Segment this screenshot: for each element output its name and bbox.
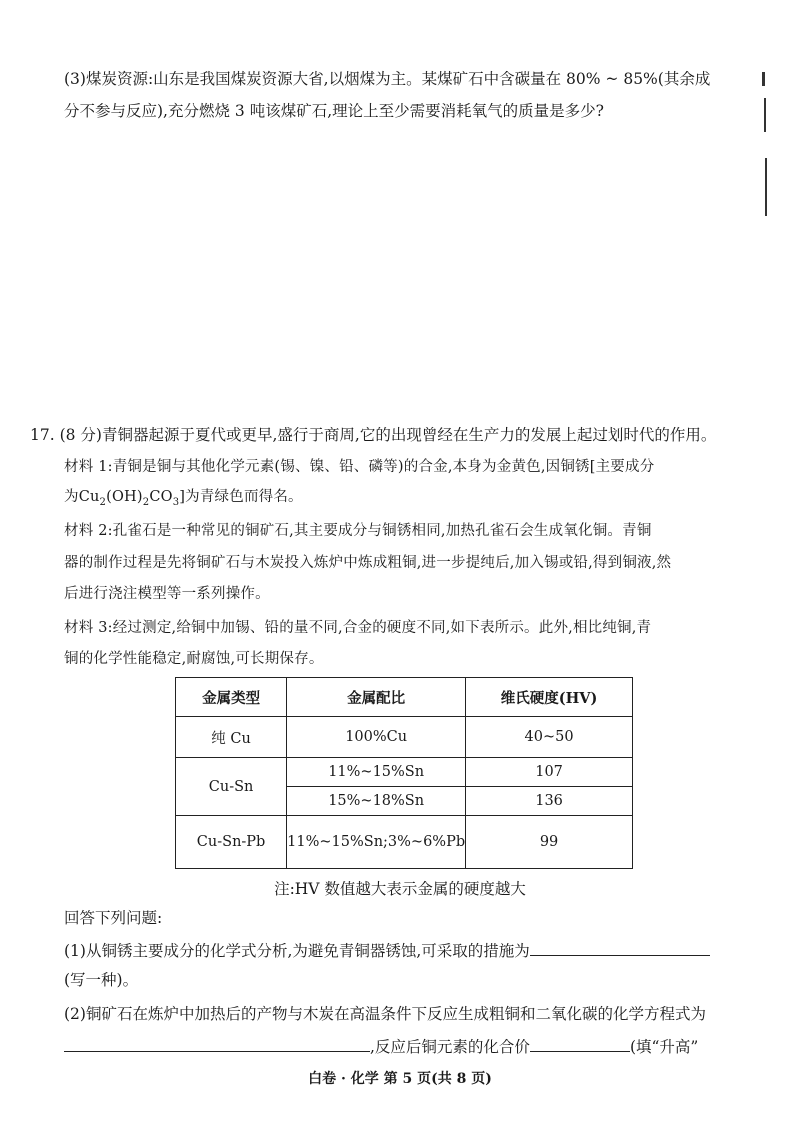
subq1-text: (1)从铜锈主要成分的化学式分析,为避免青铜器锈蚀,可采取的措施为 xyxy=(64,942,530,960)
subq2-mid: ,反应后铜元素的化合价 xyxy=(370,1038,530,1056)
formula-prefix: 为Cu xyxy=(64,489,100,505)
formula-sub-2b: 2 xyxy=(142,496,150,508)
formula-sub-3: 3 xyxy=(172,496,180,508)
hardness-cell: 99 xyxy=(466,816,633,869)
page-footer: 白卷 · 化学 第 5 页(共 8 页) xyxy=(308,1071,492,1087)
equation-blank[interactable] xyxy=(64,1035,370,1052)
material2-line2: 器的制作过程是先将铜矿石与木炭投入炼炉中炼成粗铜,进一步提纯后,加入锡或铅,得到铜液,然 xyxy=(64,555,672,571)
material1-line2 xyxy=(64,486,303,514)
table-row xyxy=(176,758,633,787)
formula-tail: CO xyxy=(149,489,173,505)
answer-prompt: 回答下列问题: xyxy=(64,909,163,927)
metal-type-cell: Cu-Sn xyxy=(176,758,287,816)
subq1-line1 xyxy=(64,939,710,962)
table-header-cell: 维氏硬度(HV) xyxy=(466,678,633,717)
material1-line2-rest: ]为青绿色而得名。 xyxy=(179,489,303,505)
material2-line3: 后进行浇注模型等一系列操作。 xyxy=(64,586,270,602)
subq2-line2 xyxy=(64,1035,698,1058)
formula-sub-2: 2 xyxy=(99,496,107,508)
material3-line2: 铜的化学性能稳定,耐腐蚀,可长期保存。 xyxy=(64,651,324,667)
hardness-cell: 40~50 xyxy=(466,717,633,758)
formula-mid: (OH) xyxy=(106,489,143,505)
valence-blank[interactable] xyxy=(530,1035,630,1052)
material2-line1: 材料 2:孔雀石是一种常见的铜矿石,其主要成分与铜锈相同,加热孔雀石会生成氧化铜。青铜 xyxy=(64,523,652,539)
table-row xyxy=(176,717,633,758)
material1-line1: 材料 1:青铜是铜与其他化学元素(锡、镍、铅、磷等)的合金,本身为金黄色,因铜锈[主要成分 xyxy=(64,459,655,475)
table-row xyxy=(176,816,633,869)
scan-edge-mark xyxy=(765,158,767,216)
table-header-row xyxy=(176,678,633,717)
q17-intro: 17. (8 分)青铜器起源于夏代或更早,盛行于商周,它的出现曾经在生产力的发展上起过划时代的作用。 xyxy=(30,426,717,444)
metal-ratio-cell: 15%~18%Sn xyxy=(287,787,466,816)
scan-edge-mark xyxy=(764,98,766,132)
table-note: 注:HV 数值越大表示金属的硬度越大 xyxy=(274,880,526,898)
metal-ratio-cell: 100%Cu xyxy=(287,717,466,758)
hardness-cell: 107 xyxy=(466,758,633,787)
hardness-table xyxy=(175,677,633,869)
subq1-line2: (写一种)。 xyxy=(64,971,139,989)
scan-edge-mark xyxy=(762,72,765,86)
hardness-cell: 136 xyxy=(466,787,633,816)
metal-type-cell: 纯 Cu xyxy=(176,717,287,758)
q16-part3-line1: (3)煤炭资源:山东是我国煤炭资源大省,以烟煤为主。某煤矿石中含碳量在 80% ~ 85%(其余成 xyxy=(64,70,711,88)
subq2-end: (填“升高” xyxy=(629,1038,699,1056)
q16-part3-line2: 分不参与反应),充分燃烧 3 吨该煤矿石,理论上至少需要消耗氧气的质量是多少? xyxy=(64,102,604,120)
metal-ratio-cell: 11%~15%Sn xyxy=(287,758,466,787)
answer-blank-1[interactable] xyxy=(530,939,710,956)
metal-type-cell: Cu-Sn-Pb xyxy=(176,816,287,869)
metal-ratio-cell: 11%~15%Sn;3%~6%Pb xyxy=(287,816,466,869)
table-header-cell: 金属配比 xyxy=(287,678,466,717)
subq2-line1: (2)铜矿石在炼炉中加热后的产物与木炭在高温条件下反应生成粗铜和二氧化碳的化学方程式为 xyxy=(64,1005,706,1023)
table-header-cell: 金属类型 xyxy=(176,678,287,717)
material3-line1: 材料 3:经过测定,给铜中加锡、铅的量不同,合金的硬度不同,如下表所示。此外,相比纯铜,青 xyxy=(64,620,652,636)
